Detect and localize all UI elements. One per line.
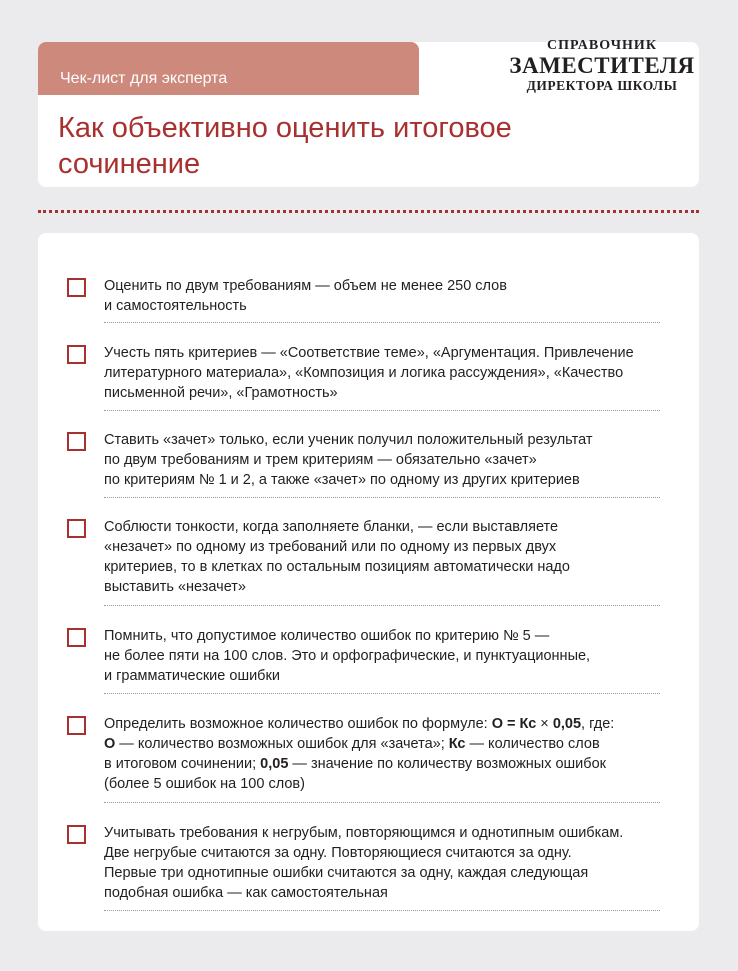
checkbox[interactable] [67, 345, 86, 364]
checkbox[interactable] [67, 825, 86, 844]
page-title [58, 110, 678, 182]
item-separator [104, 497, 660, 498]
checkbox[interactable] [67, 432, 86, 451]
item-text: Оценить по двум требованиям — объем не менее 250 слов и самостоятельность [104, 278, 507, 314]
logo-line-1: СПРАВОЧНИК [547, 38, 657, 53]
tab-label: Чек-лист для эксперта [60, 70, 228, 87]
logo-line-2: ЗАМЕСТИТЕЛЯ [509, 53, 695, 78]
item-separator [104, 322, 660, 323]
item-separator [104, 802, 660, 803]
checkbox[interactable] [67, 278, 86, 297]
item-text: Определить возможное количество ошибок по формуле: О = Кс × 0,05, где: О — количество возможных ошибок для «зачета»; Кс — количество слов в итоговом сочинении; 0,05 — значение по количеству возможных ошибок (более 5 ошибок на 100 слов) [104, 716, 615, 792]
item-separator [104, 605, 660, 606]
item-separator [104, 693, 660, 694]
item-text: Ставить «зачет» только, если ученик получил положительный результат по двум требованиям и трем критериям — обязательно «зачет» по критериям № 1 и 2, а также «зачет» по одному из других критериев [104, 432, 593, 488]
logo-line-3: ДИРЕКТОРА ШКОЛЫ [526, 78, 678, 93]
checkbox[interactable] [67, 716, 86, 735]
checkbox[interactable] [67, 519, 86, 538]
header-tab [38, 42, 419, 95]
item-separator [104, 410, 660, 411]
dotted-divider [38, 210, 699, 213]
item-separator [104, 910, 660, 911]
checkbox[interactable] [67, 628, 86, 647]
item-text: Учитывать требования к негрубым, повторяющимся и однотипным ошибкам. Две негрубые считаются за одну. Повторяющиеся считаются за одну. Первые три однотипные ошибки считаются за одну, каждая следующая подобная ошибка — как самостоятельная [104, 825, 624, 901]
checklist-card [38, 233, 699, 931]
item-text: Соблюсти тонкости, когда заполняете бланки, — если выставляете «незачет» по одному из требований или по одному из первых двух критериев, то в клетках по остальным позициям автоматически надо выставить «незачет» [104, 519, 570, 595]
title-line-2: сочинение [58, 148, 201, 180]
magazine-logo [500, 38, 704, 94]
title-line-1: Как объективно оценить итоговое [58, 112, 512, 144]
item-text: Учесть пять критериев — «Соответствие теме», «Аргументация. Привлечение литературного материала», «Композиция и логика рассуждения», «Качество письменной речи», «Грамотность» [104, 345, 634, 401]
item-text: Помнить, что допустимое количество ошибок по критерию № 5 — не более пяти на 100 слов. Это и орфографические, и пунктуационные, и грамматические ошибки [104, 628, 591, 684]
